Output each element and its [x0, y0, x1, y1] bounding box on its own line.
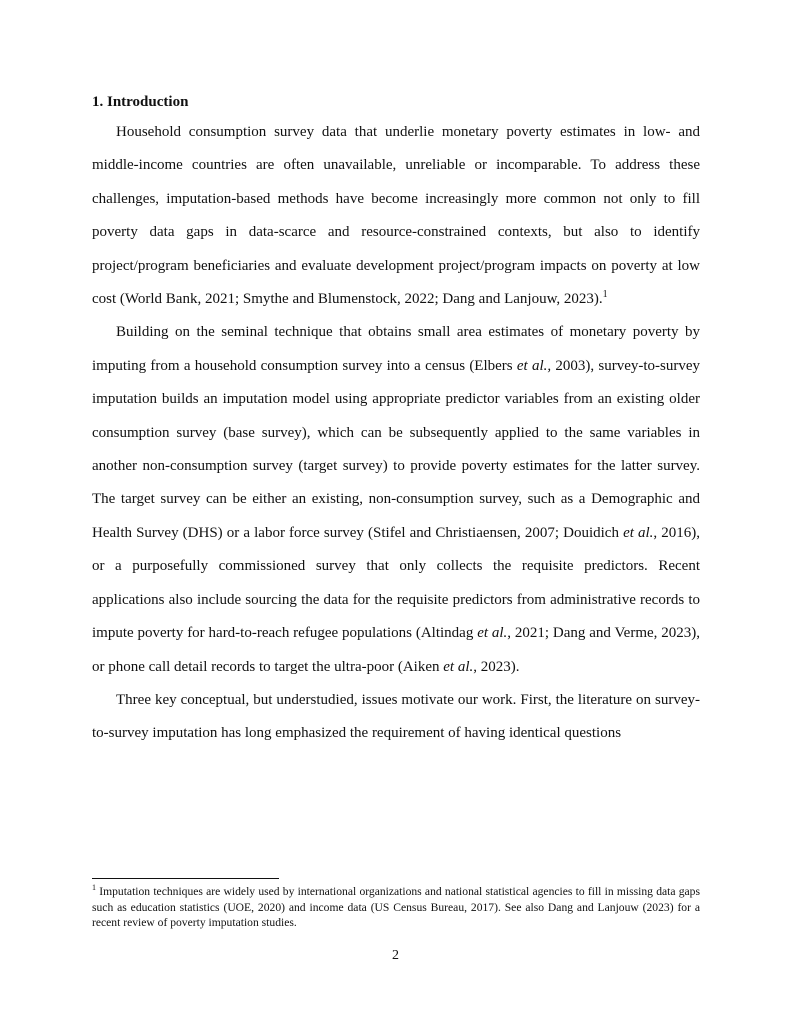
footnote — [92, 884, 700, 931]
footnote-text: Imputation techniques are widely used by international organizations and national statistical agencies to fill in missing data gaps such as education statistics (UOE, 2020) and income data (US Census Bureau, 2017). See also Dang and Lanjouw (2023) for a recent review of poverty imputation studies. — [92, 885, 700, 929]
paragraph-2-text-1: Building on the seminal technique that obtains small area estimates of monetary poverty by imputing from a household consumption survey into a census (Elbers — [92, 324, 700, 374]
paragraph-3-text: Three key conceptual, but understudied, issues motivate our work. First, the literature on survey-to-survey imputation has long emphasized the requirement of having identical questions — [92, 691, 700, 742]
paragraph-1 — [92, 116, 700, 316]
paragraph-2-italic-4: et al. — [443, 658, 474, 675]
footnote-mark: 1 — [92, 883, 96, 893]
paragraph-2 — [92, 316, 700, 683]
paragraph-2-text-5: , 2023). — [473, 658, 520, 675]
paragraph-1-text: Household consumption survey data that underlie monetary poverty estimates in low- and middle-income countries are often unavailable, unreliable or incomparable. To address these challenges, imputation-based methods have become increasingly more common not only to fill poverty data gaps in data-scarce and resource-constrained contexts, but also to identify project/program beneficiaries and evaluate development project/program impacts on poverty at low cost (World Bank, 2021; Smythe and Blumenstock, 2022; Dang and Lanjouw, 2023). — [92, 124, 700, 308]
paragraph-2-italic-1: et al., — [516, 357, 552, 374]
page-body — [92, 92, 700, 751]
paragraph-3 — [92, 684, 700, 751]
footnote-reference[interactable]: 1 — [602, 289, 608, 301]
paragraph-2-text-3: , 2016), or a purposefully commissioned survey that only collects the requisite predictors. Recent applications also include sourcing the data for the requisite predictors from administrative records to impute poverty for hard-to-reach refugee populations (Altindag — [92, 524, 700, 642]
section-heading: 1. Introduction — [92, 94, 189, 110]
paragraph-2-text-4: , 2021; Dang and Verme, 2023), or phone call detail records to target the ultra-poor (Aiken — [92, 625, 701, 675]
paragraph-2-text-2: 2003), survey-to-survey imputation builds an imputation model using appropriate predictor variables from an existing older consumption survey (base survey), which can be subsequently applied to the same variables in another non-consumption survey (target survey) to provide poverty estimates for the latter survey. The target survey can be either an existing, non-consumption survey, such as a Demographic and Health Survey (DHS) or a labor force survey (Stifel and Christiaensen, 2007; Douidich — [92, 357, 700, 541]
paragraph-2-italic-2: et al. — [623, 524, 654, 541]
page-number: 2 — [392, 948, 399, 963]
paragraph-2-italic-3: et al. — [477, 625, 508, 642]
footnote-divider — [92, 878, 279, 879]
